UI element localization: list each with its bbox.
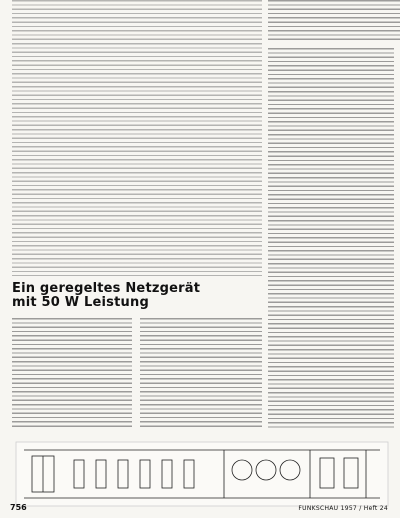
unreadable-text-column-2	[140, 318, 262, 430]
article-headline: Ein geregeltes Netzgerät mit 50 W Leistung	[12, 281, 201, 310]
unreadable-text-column-1	[12, 318, 132, 430]
circuit-schematic-figure	[14, 436, 390, 512]
top-right-formula-area	[268, 0, 400, 42]
text-placeholder-lines	[268, 0, 400, 42]
unreadable-text-column-right	[268, 48, 394, 428]
text-placeholder-lines	[12, 0, 262, 276]
text-placeholder-lines	[140, 318, 262, 430]
unreadable-text-block-top-left	[12, 0, 262, 276]
page-number: 756	[10, 503, 27, 512]
footer-line: FUNKSCHAU 1957 / Heft 24	[298, 505, 388, 512]
text-placeholder-lines	[268, 48, 394, 428]
circuit-schematic-drawing	[14, 436, 390, 512]
text-placeholder-lines	[12, 318, 132, 430]
